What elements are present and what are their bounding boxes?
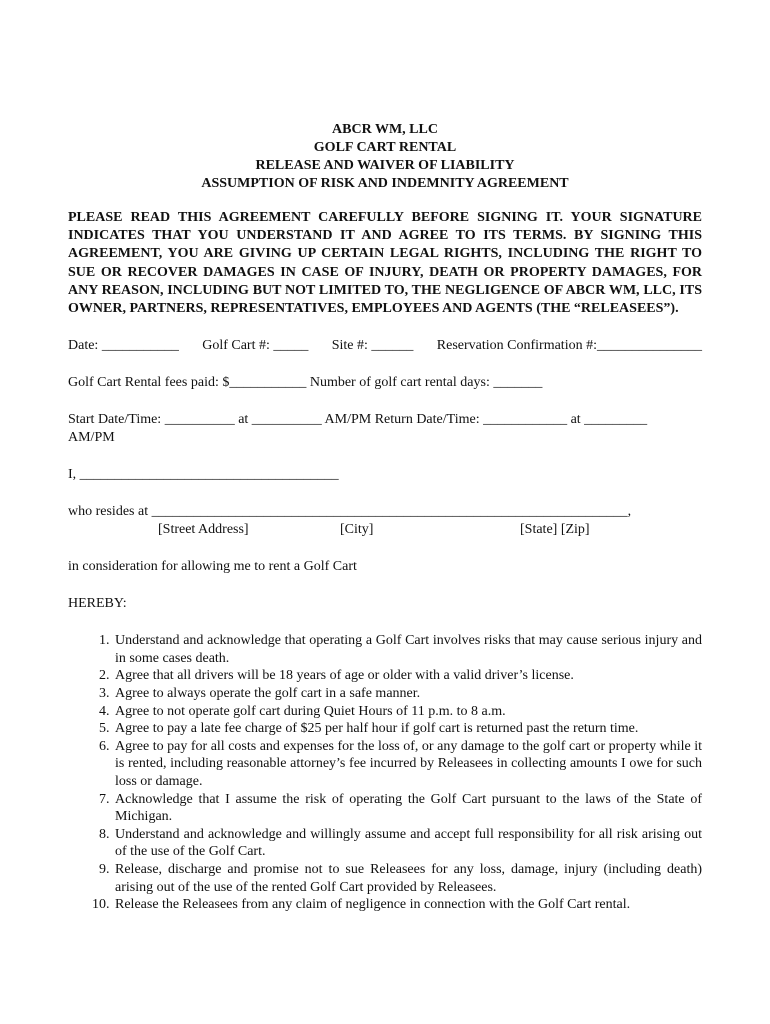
term-item: 8. Understand and acknowledge and willingly assume and accept full responsibility for all risk arising out of the use of the Golf Cart. [113,826,702,861]
term-item: 3. Agree to always operate the golf cart in a safe manner. [113,685,702,703]
start-return-row-wrap: AM/PM [68,430,115,446]
address-labels [68,521,702,539]
document-title [68,121,702,193]
consideration-text: in consideration for allowing me to rent a Golf Cart [68,559,357,575]
term-item: 10. Release the Releasees from any claim of negligence in connection with the Golf Cart rental. [113,896,702,914]
fees-row[interactable]: Golf Cart Rental fees paid: $___________ Number of golf cart rental days: _______ [68,375,543,391]
date-field[interactable]: Date: ___________ [68,338,179,354]
rental-info-row [68,337,702,355]
title-line-2: GOLF CART RENTAL [313,140,457,155]
reservation-confirmation-field[interactable]: Reservation Confirmation #:_______________ [436,338,702,354]
term-item: 6. Agree to pay for all costs and expenses for the loss of, or any damage to the golf cart or property while it is rented, including reasonable attorney’s fee incurred by Releasees in collecting amounts I owe for such loss or damage. [113,738,702,791]
state-zip-label: [State] [Zip] [520,522,590,538]
start-return-row[interactable]: Start Date/Time: __________ at __________ AM/PM Return Date/Time: ____________ at _________ [68,412,648,428]
street-address-label: [Street Address] [158,522,249,538]
company-name: ABCR WM, LLC [332,122,438,137]
term-item: 5. Agree to pay a late fee charge of $25 per half hour if golf cart is returned past the return time. [113,720,702,738]
term-item: 9. Release, discharge and promise not to sue Releasees for any loss, damage, injury (including death) arising out of the use of the rented Golf Cart provided by Releasees. [113,861,702,896]
term-item: 1. Understand and acknowledge that operating a Golf Cart involves risks that may cause serious injury and in some cases death. [113,632,702,667]
term-item: 4. Agree to not operate golf cart during Quiet Hours of 11 p.m. to 8 a.m. [113,703,702,721]
site-number-field[interactable]: Site #: ______ [331,338,414,354]
title-line-3: RELEASE AND WAIVER OF LIABILITY [255,158,515,173]
address-field[interactable]: who resides at ____________________________________________________________________, [68,504,632,520]
terms-list [68,632,702,914]
hereby-heading: HEREBY: [68,596,127,612]
city-label: [City] [340,522,374,538]
renter-name-field[interactable]: I, _____________________________________ [68,467,339,483]
term-item: 7. Acknowledge that I assume the risk of operating the Golf Cart pursuant to the laws of the State of Michigan. [113,791,702,826]
golf-cart-number-field[interactable]: Golf Cart #: _____ [202,338,309,354]
warning-paragraph: PLEASE READ THIS AGREEMENT CAREFULLY BEFORE SIGNING IT. YOUR SIGNATURE INDICATES THAT YOU UNDERSTAND IT AND AGREE TO ITS TERMS. BY SIGNING THIS AGREEMENT, YOU ARE GIVING UP CERTAIN LEGAL RIGHTS, INCLUDING THE RIGHT TO SUE OR RECOVER DAMAGES IN CASE OF INJURY, DEATH OR PROPERTY DAMAGES, FOR ANY REASON, INCLUDING BUT NOT LIMITED TO, THE NEGLIGENCE OF ABCR WM, LLC, ITS OWNER, PARTNERS, REPRESENTATIVES, EMPLOYEES AND AGENTS (THE “RELEASEES”). [68,210,702,317]
title-line-4: ASSUMPTION OF RISK AND INDEMNITY AGREEMENT [201,176,569,191]
term-item: 2. Agree that all drivers will be 18 years of age or older with a valid driver’s license. [113,667,702,685]
